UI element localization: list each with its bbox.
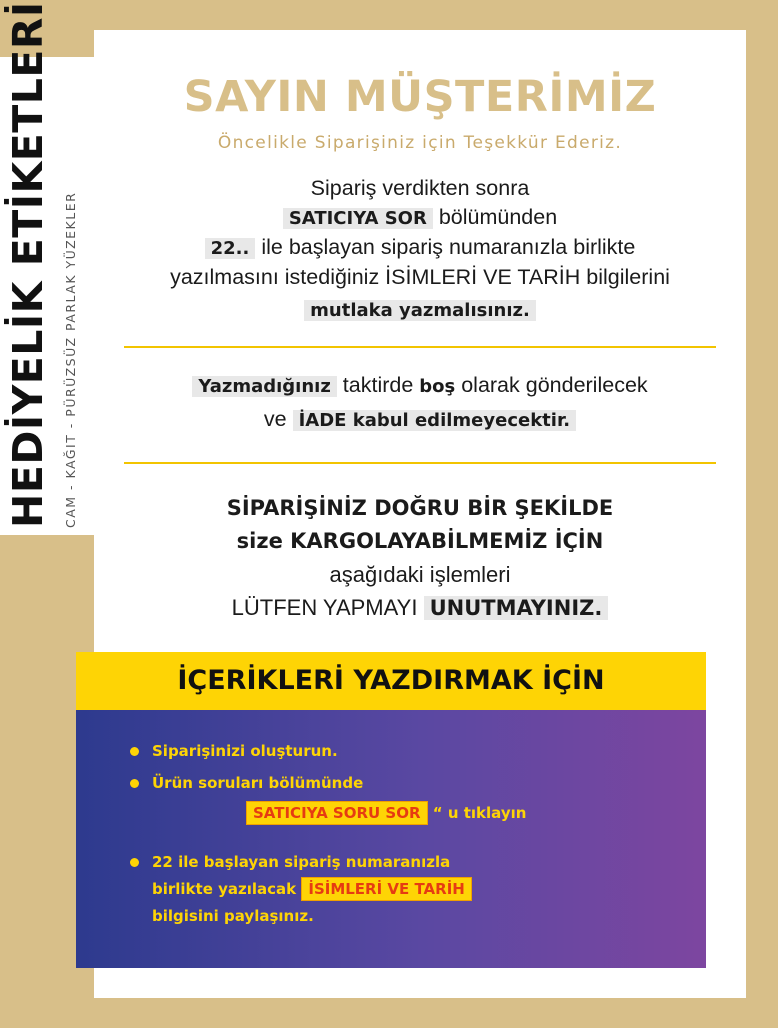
divider bbox=[124, 462, 716, 464]
text-line: size KARGOLAYABİLMEMİZ İÇİN bbox=[236, 529, 604, 553]
highlight: mutlaka yazmalısınız. bbox=[304, 300, 536, 321]
text-line: aşağıdaki işlemleri bbox=[329, 562, 511, 587]
text-line bbox=[94, 203, 746, 233]
bullet-line bbox=[246, 804, 526, 822]
bullet-dot-icon bbox=[130, 779, 139, 788]
bullet-item bbox=[152, 774, 363, 792]
highlight: SATICIYA SOR bbox=[283, 208, 433, 229]
bullet-text: “ u tıklayın bbox=[427, 804, 527, 822]
text-span: bölümünden bbox=[432, 205, 558, 229]
bullet-text: Ürün soruları bölümünde bbox=[152, 774, 364, 792]
bullet-line bbox=[152, 907, 314, 925]
text-span: taktirde bbox=[336, 373, 420, 397]
text-line bbox=[94, 591, 746, 625]
page-title: SAYIN MÜŞTERİMİZ bbox=[183, 72, 657, 122]
tag-highlight: SATICIYA SORU SOR bbox=[246, 801, 428, 825]
order-instructions bbox=[94, 174, 746, 328]
bold-text: boş bbox=[419, 376, 456, 397]
highlight: UNUTMAYINIZ. bbox=[424, 596, 609, 620]
bullet-text: bilgisini paylaşınız. bbox=[152, 907, 314, 925]
highlight: Yazmadığınız bbox=[192, 376, 336, 397]
text-span: olarak gönderilecek bbox=[455, 373, 648, 397]
shipping-note bbox=[94, 492, 746, 625]
bullet-dot-icon bbox=[130, 747, 139, 756]
bullet-line bbox=[152, 880, 472, 898]
text-line: SİPARİŞİNİZ DOĞRU BİR ŞEKİLDE bbox=[226, 496, 614, 520]
text-line bbox=[94, 402, 746, 438]
side-title: HEDİYELİK ETİKETLERİ bbox=[4, 1, 52, 528]
text-span: ve bbox=[263, 407, 293, 431]
text-span: LÜTFEN YAPMAYI bbox=[231, 595, 424, 620]
page-subtitle: Öncelikle Siparişiniz için Teşekkür Ederiz. bbox=[217, 133, 623, 153]
bullet-text: birlikte yazılacak bbox=[152, 880, 302, 898]
side-subtitle: CAM - KAĞIT - PÜRÜZSÜZ PARLAK YÜZEKLER bbox=[63, 191, 78, 528]
bullet-item bbox=[152, 742, 338, 760]
text-line bbox=[94, 370, 746, 402]
highlight: 22.. bbox=[205, 238, 256, 259]
divider bbox=[124, 346, 716, 348]
warning-block bbox=[94, 370, 746, 438]
bullet-text: 22 ile başlayan sipariş numaranızla bbox=[152, 853, 451, 871]
tag-highlight: İSİMLERİ VE TARİH bbox=[301, 877, 472, 901]
instructions-banner: İÇERİKLERİ YAZDIRMAK İÇİN bbox=[76, 652, 706, 710]
text-line: Sipariş verdikten sonra bbox=[310, 176, 530, 200]
highlight: İADE kabul edilmeyecektir. bbox=[293, 410, 577, 431]
bullet-item bbox=[152, 853, 450, 871]
text-line bbox=[94, 233, 746, 263]
text-line: yazılmasını istediğiniz İSİMLERİ VE TARİH bilgilerini bbox=[170, 265, 670, 289]
bullet-text: Siparişinizi oluşturun. bbox=[152, 742, 338, 760]
text-line bbox=[94, 292, 746, 328]
bullet-dot-icon bbox=[130, 858, 139, 867]
text-span: ile başlayan sipariş numaranızla birlikte bbox=[255, 235, 636, 259]
